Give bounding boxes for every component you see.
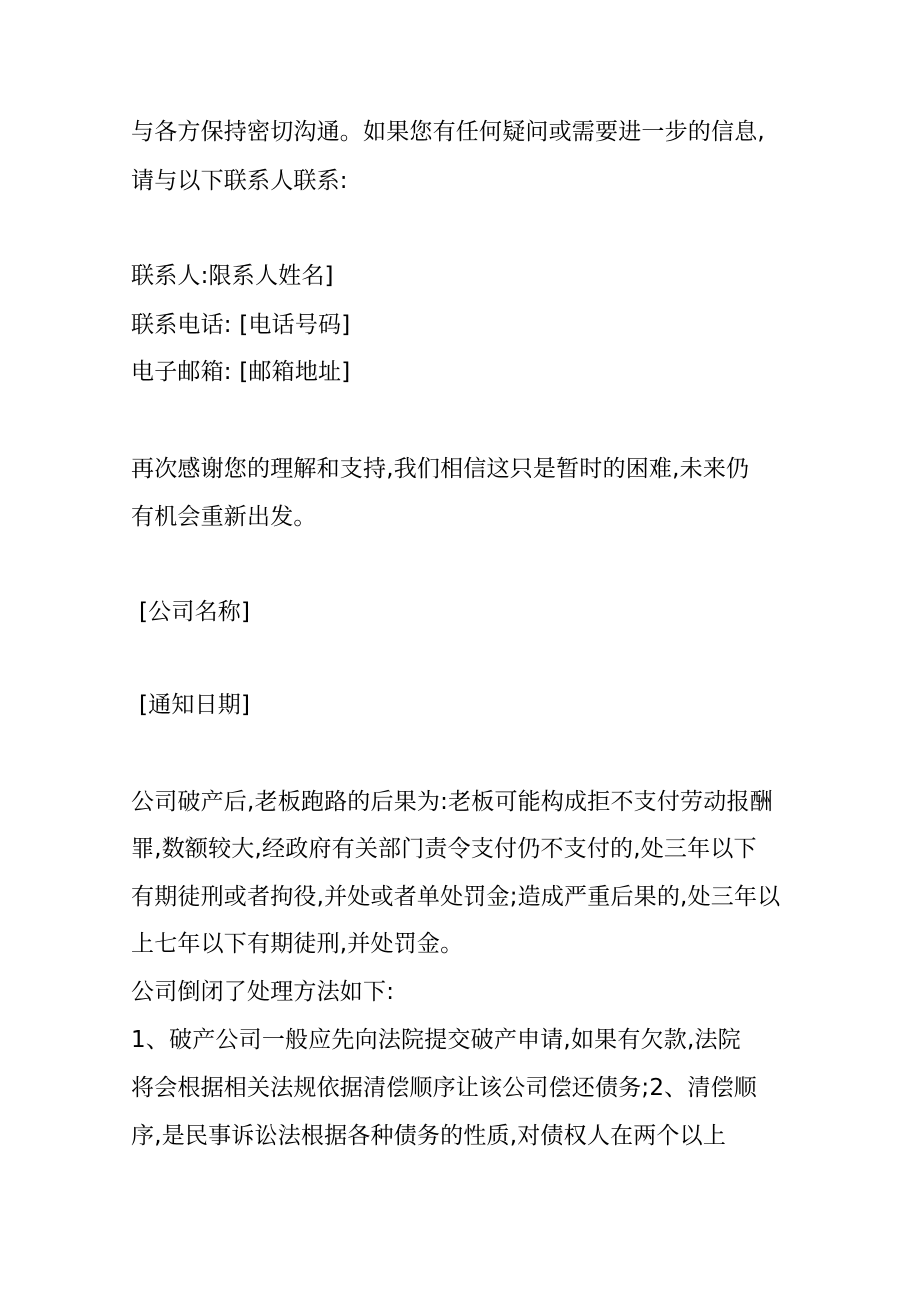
text-line: 再次感谢您的理解和支持,我们相信这只是暂时的困难,未来仍 <box>131 456 750 482</box>
notice-date-placeholder: [通知日期] <box>139 692 251 718</box>
contact-phone-line: 联系电话: [电话号码] <box>131 312 351 338</box>
text-line: 有机会重新出发。 <box>131 504 317 530</box>
text-line: 罪,数额较大,经政府有关部门责令支付仍不支付的,处三年以下 <box>131 836 757 862</box>
text-line: 将会根据相关法规依据清偿顺序让该公司偿还债务;2、清偿顺 <box>131 1075 757 1101</box>
text-line: 与各方保持密切沟通。如果您有任何疑问或需要进一步的信息, <box>131 119 765 145</box>
text-line: 公司破产后,老板跑路的后果为:老板可能构成拒不支付劳动报酬 <box>131 789 773 815</box>
text-line: 请与以下联系人联系: <box>131 168 348 194</box>
text-line: 1、破产公司一般应先向法院提交破产申请,如果有欠款,法院 <box>131 1027 741 1053</box>
text-line: 有期徒刑或者拘役,并处或者单处罚金;造成严重后果的,处三年以 <box>131 884 781 910</box>
contact-email-line: 电子邮箱: [邮箱地址] <box>131 359 351 385</box>
text-line: 序,是民事诉讼法根据各种债务的性质,对债权人在两个以上 <box>131 1123 727 1149</box>
contact-person-line: 联系人:限系人姓名] <box>131 263 334 289</box>
company-name-placeholder: [公司名称] <box>139 599 251 625</box>
text-line: 上七年以下有期徒刑,并处罚金。 <box>131 931 464 957</box>
text-line: 公司倒闭了处理方法如下: <box>131 979 395 1005</box>
